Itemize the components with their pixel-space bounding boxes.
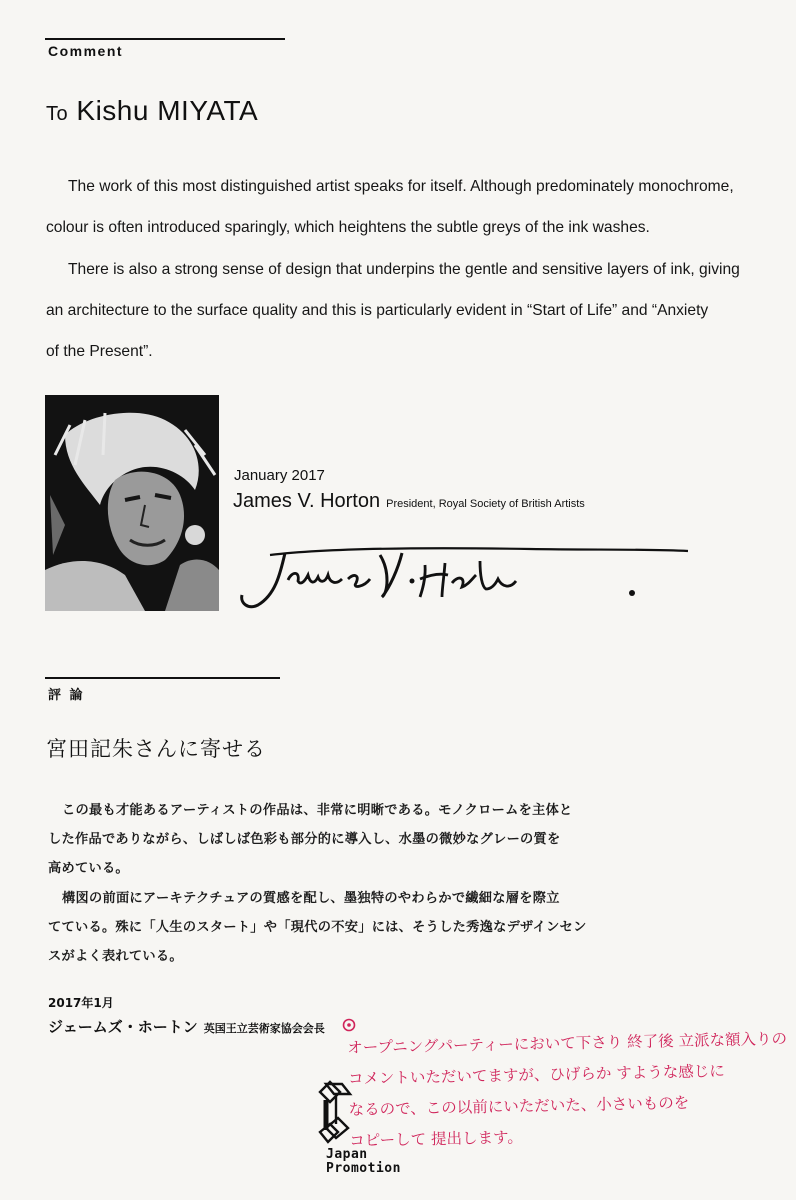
english-paragraph-2-line-2: an architecture to the surface quality and this is particularly evident in “Start of Life” and “Anxiety <box>46 302 709 319</box>
note-line-2: コメントいただいてますが、ひげらか すような感じに <box>347 1062 726 1088</box>
english-date: January 2017 <box>234 467 325 484</box>
note-line-3: なるので、この以前にいただいた、小さいものを <box>348 1093 690 1119</box>
japanese-paragraph-2-line-3: スがよく表れている。 <box>48 949 183 964</box>
english-paragraph-1: The work of this most distinguished artist speaks for itself. Although predominately monochrome, colour is often introduced sparingly, which heightens the subtle greys of the ink washes. <box>46 178 734 236</box>
japanese-paragraph-1-line-2: した作品でありながら、しばしば色彩も部分的に導入し、水墨の微妙なグレーの質を <box>48 832 561 847</box>
page-title <box>46 95 258 127</box>
english-author-line <box>233 490 585 513</box>
logo-text-japan: Japan <box>326 1147 368 1162</box>
japanese-author-role: 英国王立芸術家協会会長 <box>203 1022 325 1035</box>
title-name: Kishu MIYATA <box>76 95 259 126</box>
title-prefix: To <box>46 103 69 125</box>
circle-stamp-icon <box>342 1018 356 1032</box>
japanese-paragraph-1-line-3: 高めている。 <box>48 861 129 876</box>
middle-rule <box>45 677 280 679</box>
english-paragraph-2-line-3: of the Present”. <box>46 343 153 360</box>
japanese-date: 2017年1月 <box>48 996 114 1010</box>
top-rule <box>45 38 285 40</box>
japanese-title: 宮田記朱さんに寄せる <box>46 737 266 761</box>
english-author-name: James V. Horton <box>233 490 381 512</box>
portrait-photo <box>45 395 219 611</box>
japanese-paragraph-2-line-1: 構図の前面にアーキテクチュアの質感を配し、墨独特のやわらかで繊細な層を際立 <box>62 891 560 906</box>
japanese-author-name: ジェームズ・ホートン <box>48 1018 198 1036</box>
section-label-japanese: 評 論 <box>48 688 85 703</box>
section-label-comment: Comment <box>48 43 124 59</box>
logo-text <box>326 1148 401 1176</box>
japanese-paragraph-1-line-1: この最も才能あるアーティストの作品は、非常に明晰である。モノクロームを主体と <box>62 803 573 818</box>
japanese-paragraph-2-line-2: てている。殊に「人生のスタート」や「現代の不安」には、そうした秀逸なデザインセン <box>48 920 587 935</box>
handwritten-note <box>347 1024 788 1157</box>
note-line-1: オープニングパーティーにおいて下さり 終了後 立派な額入りの <box>347 1029 788 1057</box>
logo-text-promotion: Promotion <box>326 1161 401 1176</box>
signature-image <box>230 535 700 625</box>
english-author-role: President, Royal Society of British Artists <box>386 498 585 510</box>
portrait-image <box>45 395 219 611</box>
english-paragraph-2-line-1: There is also a strong sense of design that underpins the gentle and sensitive layers of ink, giving <box>68 261 740 278</box>
note-line-4: コピーして 提出します。 <box>349 1128 523 1150</box>
handwritten-signature <box>230 535 700 625</box>
japan-promotion-logo-icon <box>312 1080 360 1150</box>
japanese-author-line <box>48 1016 325 1037</box>
